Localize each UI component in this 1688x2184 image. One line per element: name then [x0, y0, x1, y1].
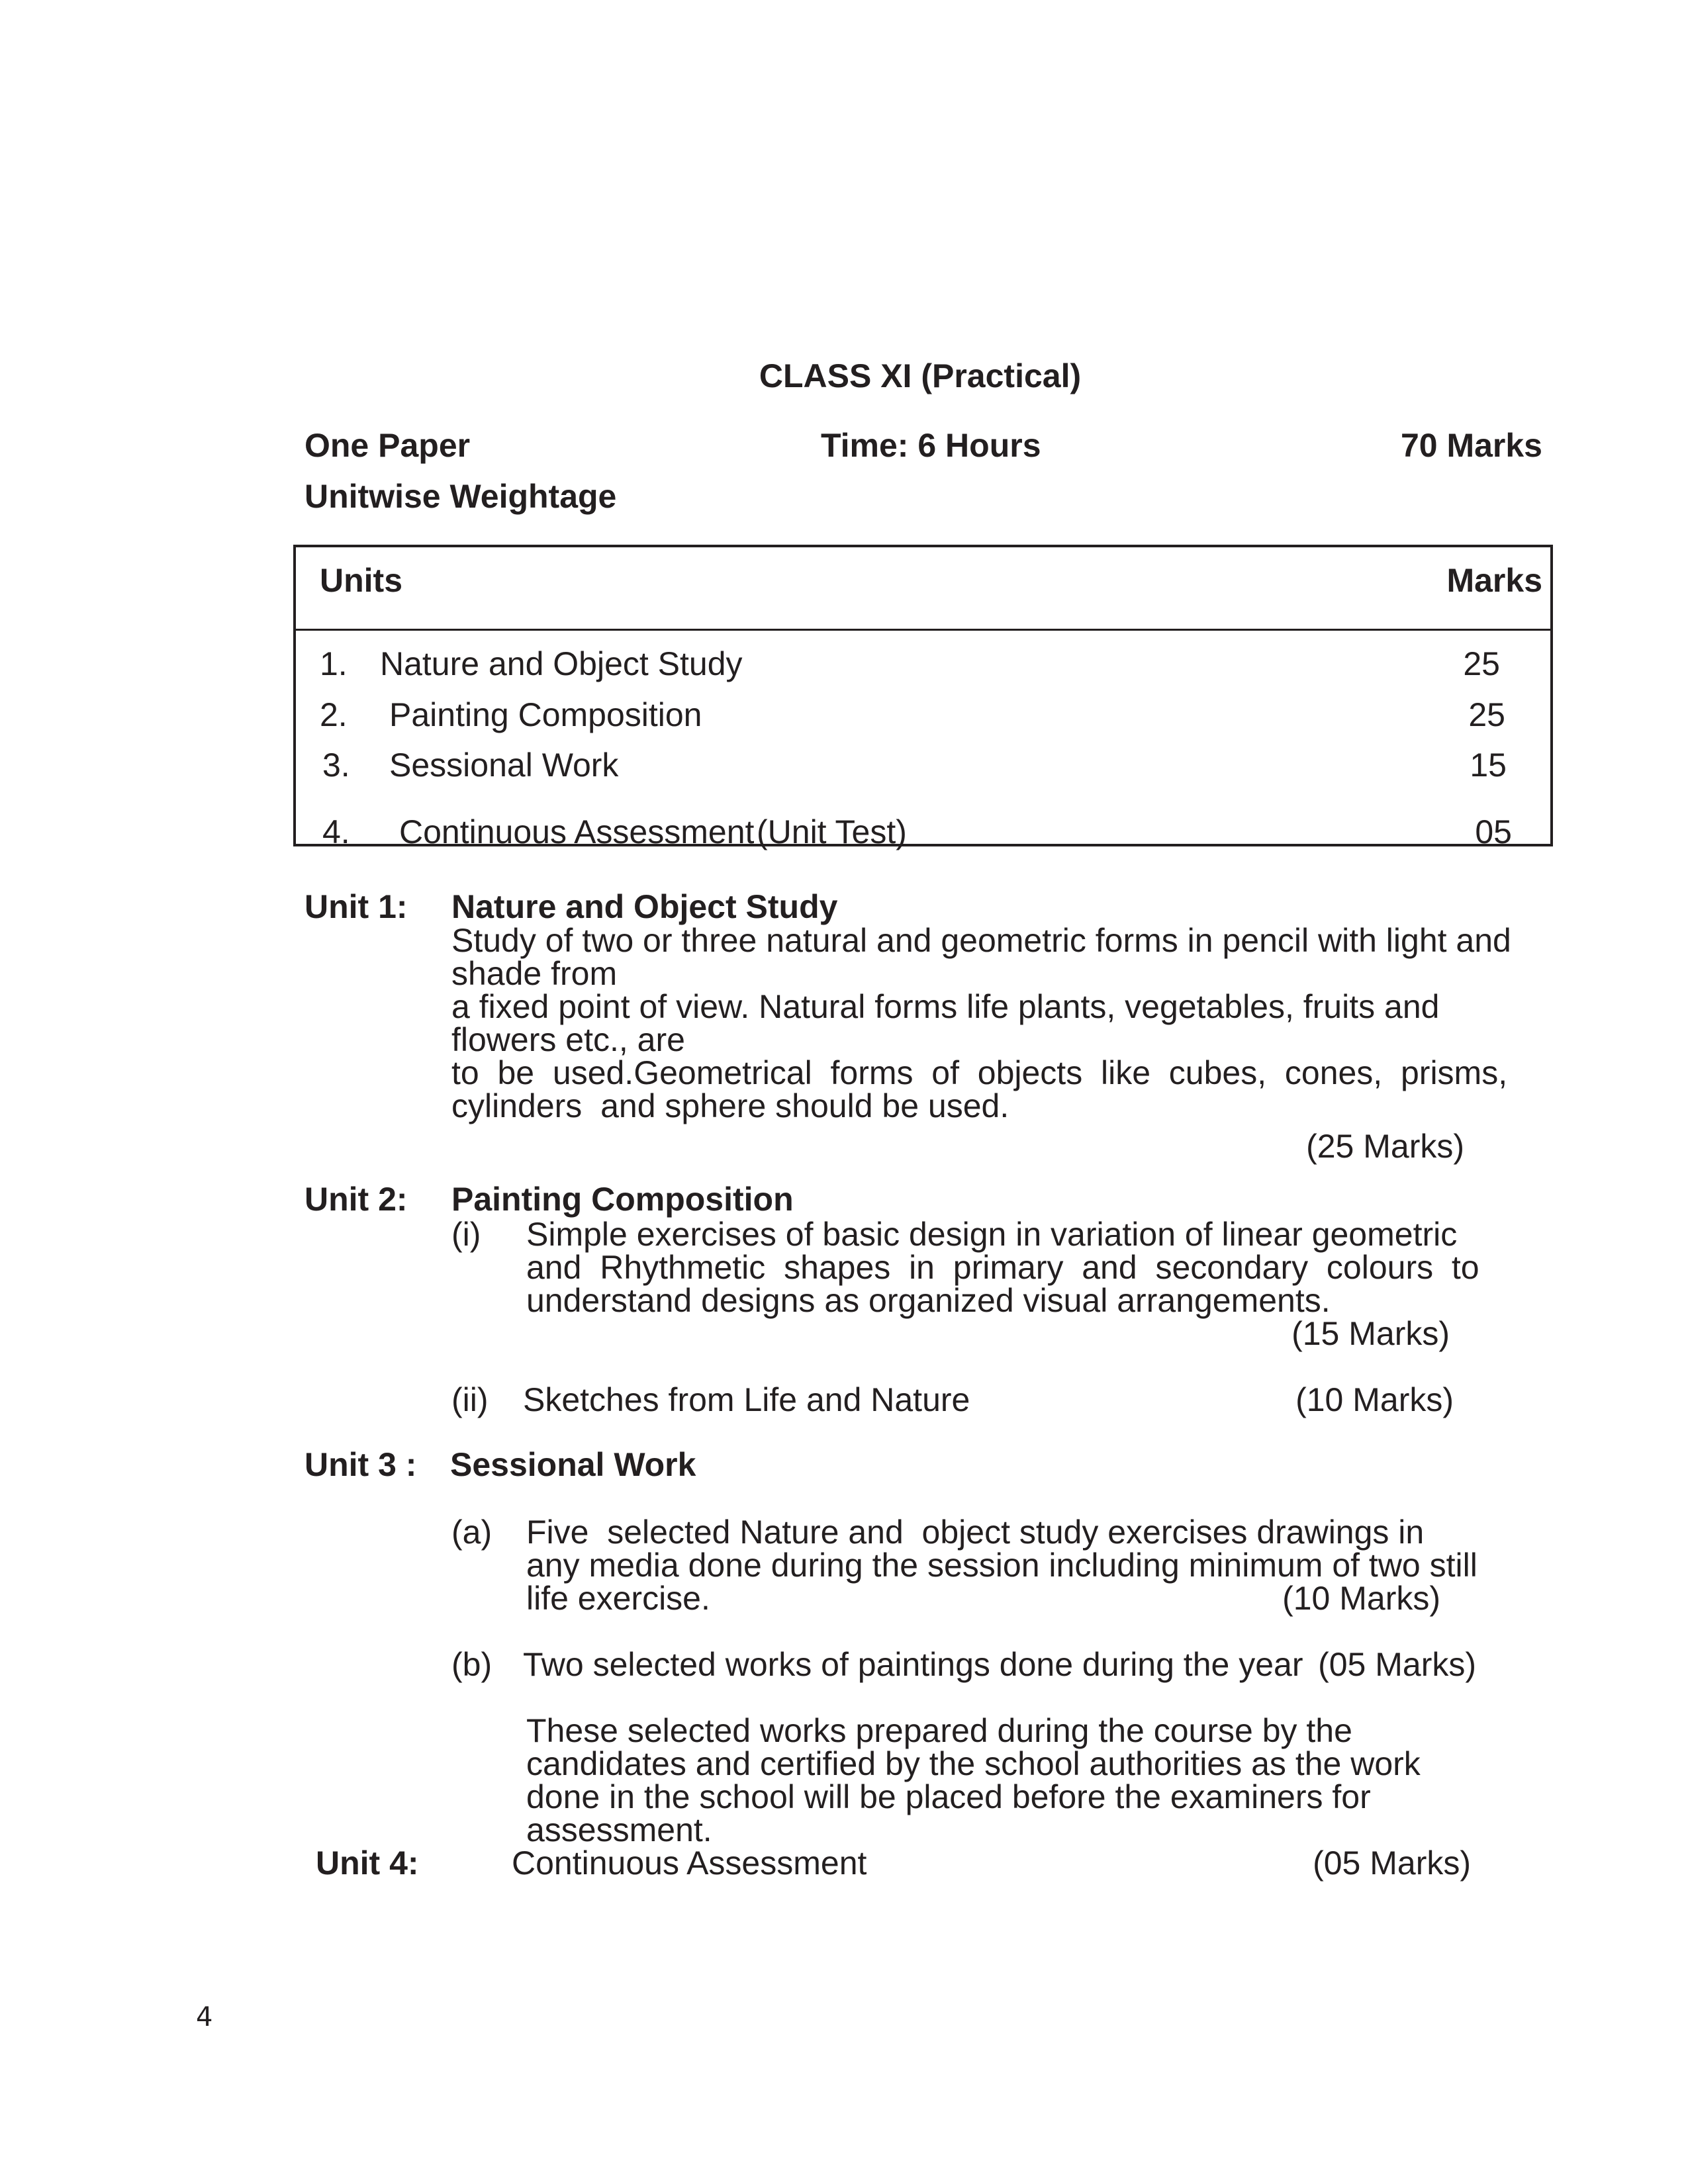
unit4-label: Unit 4:	[316, 1844, 419, 1882]
unit2-item1-line: understand designs as organized visual arrangements.	[526, 1282, 1331, 1319]
unit2-item1-line: and Rhythmetic shapes in primary and secondary colours to	[526, 1249, 1479, 1286]
unit4-title: Continuous Assessment	[512, 1844, 867, 1882]
total-marks-label: 70 Marks	[1400, 427, 1542, 464]
unit3-a-line: any media done during the session including minimum of two still	[526, 1547, 1477, 1584]
paper-label: One Paper	[305, 427, 471, 464]
unit3-b-text: Two selected works of paintings done during the year	[523, 1646, 1303, 1683]
unit1-marks: (25 Marks)	[1306, 1128, 1464, 1165]
unit3-a-num: (a)	[451, 1514, 492, 1551]
table-row-marks: 25	[1468, 696, 1505, 733]
unit3-a-line: Five selected Nature and object study exercises drawings in	[526, 1514, 1425, 1551]
table-row-unit: Nature and Object Study	[380, 645, 743, 682]
table-header-marks: Marks	[1446, 562, 1542, 599]
unit3-label: Unit 3 :	[305, 1446, 417, 1483]
unit1-line: a fixed point of view. Natural forms life plants, vegetables, fruits and	[451, 988, 1440, 1025]
weightage-heading: Unitwise Weightage	[305, 478, 617, 515]
table-row-unit: Sessional Work	[389, 747, 619, 784]
unit1-line: Study of two or three natural and geometric forms in pencil with light and	[451, 922, 1511, 959]
table-row-marks: 05	[1475, 813, 1512, 850]
table-row-num: 4.	[322, 813, 350, 850]
unit3-title: Sessional Work	[450, 1446, 696, 1483]
unit1-line: flowers etc., are	[451, 1021, 685, 1058]
table-row-unit: Continuous Assessment	[399, 813, 755, 850]
unit3-note-line: These selected works prepared during the course by the	[526, 1712, 1352, 1749]
unit2-label: Unit 2:	[305, 1181, 408, 1218]
unit1-line: to be used.Geometrical forms of objects like cubes, cones, prisms,	[451, 1054, 1508, 1091]
table-row-num: 1.	[320, 645, 348, 682]
unit2-item2-text: Sketches from Life and Nature	[523, 1381, 970, 1418]
unit1-line: shade from	[451, 955, 618, 992]
unit2-item2-marks: (10 Marks)	[1295, 1381, 1454, 1418]
page-title: CLASS XI (Practical)	[759, 357, 1082, 394]
unit1-title: Nature and Object Study	[451, 888, 838, 925]
unit1-label: Unit 1:	[305, 888, 408, 925]
time-label: Time: 6 Hours	[821, 427, 1041, 464]
table-row-unit: Painting Composition	[389, 696, 702, 733]
table-row-marks: 15	[1470, 747, 1507, 784]
unit3-b-num: (b)	[451, 1646, 492, 1683]
unit2-item1-marks: (15 Marks)	[1291, 1315, 1450, 1352]
unit4-marks: (05 Marks)	[1313, 1844, 1471, 1882]
table-header-units: Units	[320, 562, 402, 599]
unit2-item1-line: Simple exercises of basic design in variation of linear geometric	[526, 1216, 1458, 1253]
unit3-a-marks: (10 Marks)	[1282, 1580, 1440, 1617]
unit3-note-line: candidates and certified by the school authorities as the work	[526, 1745, 1421, 1782]
unit3-note-line: assessment.	[526, 1811, 712, 1848]
unit1-line: cylinders and sphere should be used.	[451, 1087, 1009, 1124]
table-row-marks: 25	[1463, 645, 1500, 682]
unit2-item1-num: (i)	[451, 1216, 481, 1253]
unit3-a-line: life exercise.	[526, 1580, 710, 1617]
unit2-title: Painting Composition	[451, 1181, 794, 1218]
page-number: 4	[196, 2002, 213, 2032]
unit2-item2-num: (ii)	[451, 1381, 489, 1418]
unit3-b-marks: (05 Marks)	[1318, 1646, 1476, 1683]
table-row-num: 3.	[322, 747, 350, 784]
unit3-note-line: done in the school will be placed before the examiners for	[526, 1778, 1371, 1815]
table-row-num: 2.	[320, 696, 348, 733]
table-header-divider	[296, 629, 1550, 631]
table-row-unit-suffix: (Unit Test)	[757, 813, 907, 850]
